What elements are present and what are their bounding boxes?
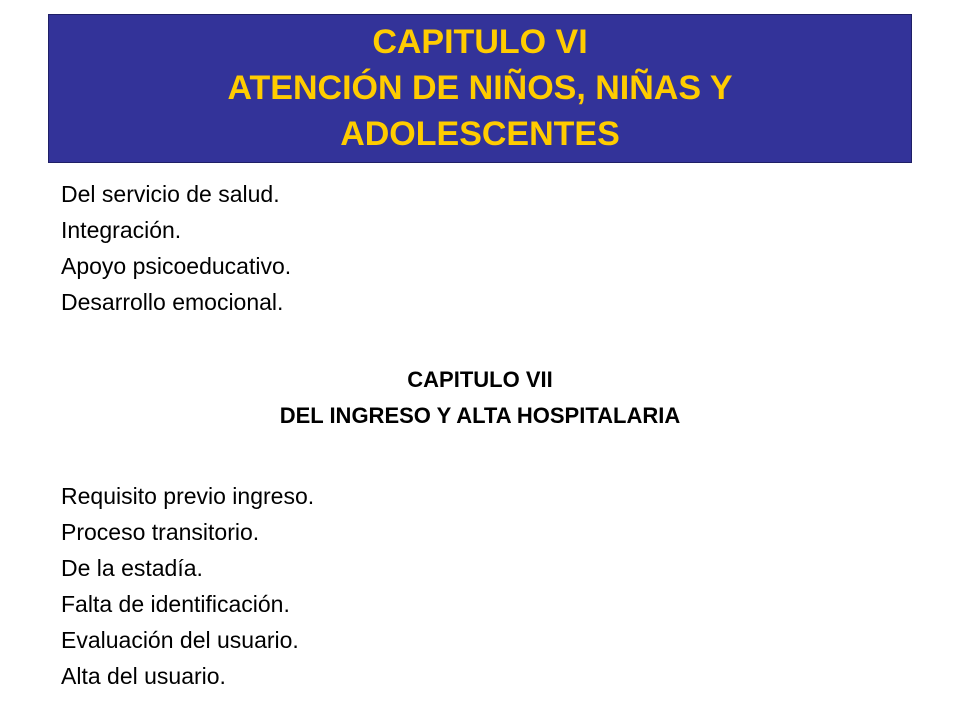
list-item: Desarrollo emocional.	[61, 289, 284, 315]
chapter-6-topic-list	[61, 176, 291, 320]
list-item: Integración.	[61, 217, 182, 243]
list-item: Del servicio de salud.	[61, 181, 280, 207]
list-item: Proceso transitorio.	[61, 519, 260, 545]
list-item: Requisito previo ingreso.	[61, 483, 315, 509]
list-item: Falta de identificación.	[61, 591, 290, 617]
list-item: Alta del usuario.	[61, 663, 226, 689]
chapter-6-title-line-2: ADOLESCENTES	[340, 115, 620, 153]
list-item: Evaluación del usuario.	[61, 627, 299, 653]
chapter-6-title-line-1: ATENCIÓN DE NIÑOS, NIÑAS Y	[227, 69, 733, 107]
chapter-6-number: CAPITULO VI	[372, 23, 588, 61]
chapter-6-title-banner	[48, 14, 912, 163]
chapter-7-title: DEL INGRESO Y ALTA HOSPITALARIA	[279, 403, 681, 428]
list-item: De la estadía.	[61, 555, 203, 581]
chapter-7-heading	[0, 362, 960, 434]
chapter-7-number: CAPITULO VII	[407, 367, 553, 392]
list-item: Apoyo psicoeducativo.	[61, 253, 292, 279]
chapter-7-topic-list	[61, 478, 314, 694]
